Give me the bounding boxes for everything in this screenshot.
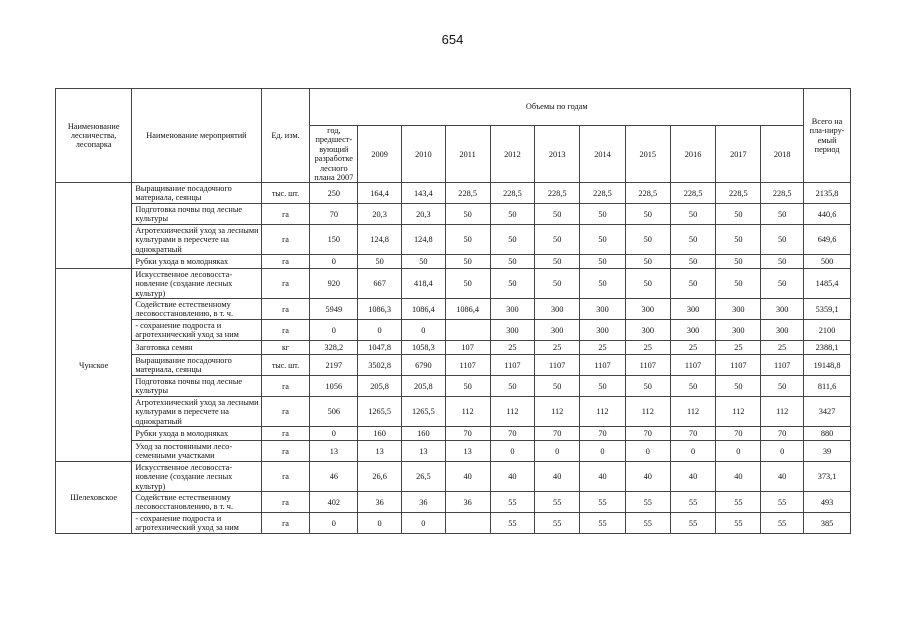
- year-value-cell: 40: [535, 462, 580, 492]
- total-cell: 5359,1: [804, 299, 851, 320]
- forestry-name: Шелеховское: [56, 462, 132, 534]
- prev-year-cell: 0: [310, 255, 358, 269]
- year-value-cell: 50: [535, 376, 580, 397]
- year-value-cell: 1107: [535, 355, 580, 376]
- year-value-cell: 300: [490, 320, 535, 341]
- prev-year-cell: 5949: [310, 299, 358, 320]
- total-cell: 3427: [804, 397, 851, 427]
- year-value-cell: 55: [625, 513, 670, 534]
- year-value-cell: 50: [580, 255, 626, 269]
- year-value-cell: 50: [580, 204, 626, 225]
- total-cell: 19148,8: [804, 355, 851, 376]
- unit-cell: тыс. шт.: [261, 183, 310, 204]
- prev-year-cell: 1056: [310, 376, 358, 397]
- year-value-cell: 55: [670, 492, 716, 513]
- year-value-cell: 1047,8: [358, 341, 402, 355]
- year-value-cell: 112: [625, 397, 670, 427]
- total-cell: 385: [804, 513, 851, 534]
- year-value-cell: 300: [761, 320, 804, 341]
- activity-cell: Рубки ухода в молодняках: [132, 427, 261, 441]
- header-year: 2011: [445, 126, 490, 183]
- year-value-cell: 0: [402, 320, 446, 341]
- year-value-cell: 20,3: [402, 204, 446, 225]
- year-value-cell: 70: [445, 427, 490, 441]
- unit-cell: га: [261, 376, 310, 397]
- year-value-cell: 55: [670, 513, 716, 534]
- year-value-cell: 1086,4: [445, 299, 490, 320]
- year-value-cell: 1107: [490, 355, 535, 376]
- year-value-cell: 55: [716, 513, 761, 534]
- header-year: 2009: [358, 126, 402, 183]
- total-cell: 2388,1: [804, 341, 851, 355]
- prev-year-cell: 0: [310, 427, 358, 441]
- prev-year-cell: 250: [310, 183, 358, 204]
- year-value-cell: 40: [625, 462, 670, 492]
- year-value-cell: 36: [445, 492, 490, 513]
- year-value-cell: 124,8: [402, 225, 446, 255]
- unit-cell: га: [261, 397, 310, 427]
- year-value-cell: 50: [490, 255, 535, 269]
- header-year: 2017: [716, 126, 761, 183]
- year-value-cell: 300: [761, 299, 804, 320]
- year-value-cell: 112: [535, 397, 580, 427]
- forestry-name: Чунское: [56, 269, 132, 462]
- year-value-cell: 25: [716, 341, 761, 355]
- total-cell: 649,6: [804, 225, 851, 255]
- year-value-cell: 55: [580, 492, 626, 513]
- unit-cell: тыс. шт.: [261, 355, 310, 376]
- year-value-cell: 1086,3: [358, 299, 402, 320]
- total-cell: 440,6: [804, 204, 851, 225]
- total-cell: 880: [804, 427, 851, 441]
- year-value-cell: 25: [670, 341, 716, 355]
- unit-cell: га: [261, 225, 310, 255]
- year-value-cell: 228,5: [535, 183, 580, 204]
- year-value-cell: 300: [670, 299, 716, 320]
- header-year: 2015: [625, 126, 670, 183]
- year-value-cell: 205,8: [358, 376, 402, 397]
- year-value-cell: 25: [490, 341, 535, 355]
- unit-cell: га: [261, 513, 310, 534]
- year-value-cell: 50: [625, 204, 670, 225]
- prev-year-cell: 920: [310, 269, 358, 299]
- year-value-cell: 40: [670, 462, 716, 492]
- year-value-cell: 50: [445, 376, 490, 397]
- activity-cell: Выращивание посадочного материала, сеянцы: [132, 183, 261, 204]
- year-value-cell: 1265,5: [358, 397, 402, 427]
- year-value-cell: 1107: [670, 355, 716, 376]
- year-value-cell: 112: [716, 397, 761, 427]
- year-value-cell: 300: [535, 299, 580, 320]
- year-value-cell: 50: [716, 225, 761, 255]
- year-value-cell: 300: [580, 320, 626, 341]
- unit-cell: кг: [261, 341, 310, 355]
- year-value-cell: 50: [716, 269, 761, 299]
- header-row-1: [56, 89, 851, 126]
- year-value-cell: 0: [402, 513, 446, 534]
- year-value-cell: 50: [761, 255, 804, 269]
- year-value-cell: 6790: [402, 355, 446, 376]
- prev-year-cell: 506: [310, 397, 358, 427]
- year-value-cell: 70: [716, 427, 761, 441]
- table-row: [56, 427, 851, 441]
- activity-cell: Выращивание посадочного материала, сеянцы: [132, 355, 261, 376]
- year-value-cell: 50: [445, 269, 490, 299]
- year-value-cell: 50: [625, 376, 670, 397]
- year-value-cell: 70: [625, 427, 670, 441]
- year-value-cell: 13: [358, 441, 402, 462]
- activity-cell: Рубки ухода в молодняках: [132, 255, 261, 269]
- year-value-cell: 50: [761, 204, 804, 225]
- year-value-cell: 228,5: [625, 183, 670, 204]
- prev-year-cell: 328,2: [310, 341, 358, 355]
- year-value-cell: 112: [445, 397, 490, 427]
- year-value-cell: 70: [535, 427, 580, 441]
- year-value-cell: 13: [445, 441, 490, 462]
- year-value-cell: 50: [445, 204, 490, 225]
- year-value-cell: 667: [358, 269, 402, 299]
- year-value-cell: 50: [625, 225, 670, 255]
- year-value-cell: 3502,8: [358, 355, 402, 376]
- forest-plan-table: [55, 88, 851, 534]
- page-number: 654: [441, 32, 464, 47]
- year-value-cell: 50: [535, 225, 580, 255]
- header-unit: Ед. изм.: [261, 89, 310, 183]
- header-volumes: Объемы по годам: [310, 89, 804, 126]
- unit-cell: га: [261, 255, 310, 269]
- year-value-cell: 160: [358, 427, 402, 441]
- year-value-cell: 50: [445, 225, 490, 255]
- table-row: [56, 341, 851, 355]
- year-value-cell: 40: [445, 462, 490, 492]
- year-value-cell: 300: [716, 299, 761, 320]
- year-value-cell: 50: [535, 255, 580, 269]
- header-forestry: Наименование лесничества, лесопарка: [56, 89, 132, 183]
- activity-cell: Содействие естественному лесовосстановлению, в т. ч.: [132, 492, 261, 513]
- year-value-cell: 300: [625, 320, 670, 341]
- unit-cell: га: [261, 269, 310, 299]
- year-value-cell: 70: [670, 427, 716, 441]
- table-row: [56, 255, 851, 269]
- activity-cell: Подготовка почвы под лесные культуры: [132, 204, 261, 225]
- table-row: [56, 397, 851, 427]
- year-value-cell: 25: [580, 341, 626, 355]
- table-row: [56, 183, 851, 204]
- forestry-name: [56, 183, 132, 269]
- activity-cell: Заготовка семян: [132, 341, 261, 355]
- table-row: [56, 513, 851, 534]
- year-value-cell: 50: [535, 204, 580, 225]
- year-value-cell: 112: [670, 397, 716, 427]
- year-value-cell: 50: [490, 225, 535, 255]
- year-value-cell: 300: [490, 299, 535, 320]
- year-value-cell: 50: [670, 255, 716, 269]
- total-cell: 2135,8: [804, 183, 851, 204]
- year-value-cell: 1107: [761, 355, 804, 376]
- activity-cell: Содействие естественному лесовосстановлению, в т. ч.: [132, 299, 261, 320]
- year-value-cell: 0: [580, 441, 626, 462]
- year-value-cell: [445, 320, 490, 341]
- year-value-cell: 50: [580, 225, 626, 255]
- year-value-cell: 50: [625, 269, 670, 299]
- year-value-cell: 26,5: [402, 462, 446, 492]
- year-value-cell: 1086,4: [402, 299, 446, 320]
- year-value-cell: 228,5: [716, 183, 761, 204]
- year-value-cell: 50: [490, 204, 535, 225]
- year-value-cell: 50: [490, 376, 535, 397]
- year-value-cell: 55: [535, 513, 580, 534]
- year-value-cell: 300: [580, 299, 626, 320]
- activity-cell: Подготовка почвы под лесные культуры: [132, 376, 261, 397]
- year-value-cell: 50: [580, 269, 626, 299]
- year-value-cell: 0: [490, 441, 535, 462]
- year-value-cell: 50: [716, 255, 761, 269]
- year-value-cell: 50: [716, 376, 761, 397]
- year-value-cell: 40: [716, 462, 761, 492]
- year-value-cell: 228,5: [670, 183, 716, 204]
- activity-cell: Агротехнический уход за лесными культурами в пересчете на однократный: [132, 225, 261, 255]
- year-value-cell: 50: [445, 255, 490, 269]
- activity-cell: Уход за постоянными лесо-семенными участками: [132, 441, 261, 462]
- year-value-cell: 0: [625, 441, 670, 462]
- year-value-cell: 124,8: [358, 225, 402, 255]
- table-row: [56, 376, 851, 397]
- prev-year-cell: 150: [310, 225, 358, 255]
- year-value-cell: 50: [490, 269, 535, 299]
- unit-cell: га: [261, 462, 310, 492]
- table-body: [56, 183, 851, 534]
- year-value-cell: 300: [670, 320, 716, 341]
- year-value-cell: 50: [625, 255, 670, 269]
- year-value-cell: 55: [761, 492, 804, 513]
- year-value-cell: 40: [490, 462, 535, 492]
- year-value-cell: 26,6: [358, 462, 402, 492]
- year-value-cell: 107: [445, 341, 490, 355]
- year-value-cell: [445, 513, 490, 534]
- year-value-cell: 1107: [625, 355, 670, 376]
- table-row: [56, 225, 851, 255]
- header-activity: Наименование мероприятий: [132, 89, 261, 183]
- year-value-cell: 40: [761, 462, 804, 492]
- header-prev-year: год, предшест-вующий разработке лесного плана 2007: [310, 126, 358, 183]
- year-value-cell: 25: [625, 341, 670, 355]
- header-year: 2016: [670, 126, 716, 183]
- year-value-cell: 50: [670, 376, 716, 397]
- year-value-cell: 55: [490, 492, 535, 513]
- year-value-cell: 70: [580, 427, 626, 441]
- year-value-cell: 50: [670, 225, 716, 255]
- unit-cell: га: [261, 441, 310, 462]
- year-value-cell: 50: [580, 376, 626, 397]
- year-value-cell: 55: [625, 492, 670, 513]
- year-value-cell: 50: [761, 225, 804, 255]
- year-value-cell: 0: [358, 320, 402, 341]
- prev-year-cell: 2197: [310, 355, 358, 376]
- year-value-cell: 300: [535, 320, 580, 341]
- total-cell: 493: [804, 492, 851, 513]
- year-value-cell: 50: [670, 204, 716, 225]
- year-value-cell: 228,5: [580, 183, 626, 204]
- unit-cell: га: [261, 492, 310, 513]
- table-row: [56, 492, 851, 513]
- year-value-cell: 1107: [580, 355, 626, 376]
- year-value-cell: 1107: [445, 355, 490, 376]
- total-cell: 500: [804, 255, 851, 269]
- year-value-cell: 25: [761, 341, 804, 355]
- total-cell: 1485,4: [804, 269, 851, 299]
- year-value-cell: 40: [580, 462, 626, 492]
- unit-cell: га: [261, 204, 310, 225]
- table-row: [56, 204, 851, 225]
- year-value-cell: 55: [761, 513, 804, 534]
- year-value-cell: 143,4: [402, 183, 446, 204]
- year-value-cell: 418,4: [402, 269, 446, 299]
- total-cell: 2100: [804, 320, 851, 341]
- year-value-cell: 55: [490, 513, 535, 534]
- activity-cell: Искусственное лесовосста-новление (создание лесных культур): [132, 269, 261, 299]
- year-value-cell: 0: [358, 513, 402, 534]
- year-value-cell: 13: [402, 441, 446, 462]
- year-value-cell: 112: [580, 397, 626, 427]
- unit-cell: га: [261, 320, 310, 341]
- header-year: 2014: [580, 126, 626, 183]
- year-value-cell: 55: [716, 492, 761, 513]
- unit-cell: га: [261, 299, 310, 320]
- activity-cell: Агротехнический уход за лесными культурами в пересчете на однократный: [132, 397, 261, 427]
- year-value-cell: 160: [402, 427, 446, 441]
- year-value-cell: 20,3: [358, 204, 402, 225]
- activity-cell: - сохранение подроста и агротехнический уход за ним: [132, 513, 261, 534]
- year-value-cell: 50: [761, 269, 804, 299]
- year-value-cell: 0: [761, 441, 804, 462]
- year-value-cell: 228,5: [490, 183, 535, 204]
- prev-year-cell: 0: [310, 513, 358, 534]
- year-value-cell: 1058,3: [402, 341, 446, 355]
- year-value-cell: 70: [490, 427, 535, 441]
- table-row: [56, 299, 851, 320]
- year-value-cell: 50: [716, 204, 761, 225]
- header-year: 2013: [535, 126, 580, 183]
- year-value-cell: 205,8: [402, 376, 446, 397]
- header-total: Всего на пла-ниру-емый период: [804, 89, 851, 183]
- year-value-cell: 228,5: [445, 183, 490, 204]
- year-value-cell: 112: [761, 397, 804, 427]
- header-year: 2010: [402, 126, 446, 183]
- year-value-cell: 300: [625, 299, 670, 320]
- unit-cell: га: [261, 427, 310, 441]
- year-value-cell: 36: [358, 492, 402, 513]
- year-value-cell: 0: [716, 441, 761, 462]
- prev-year-cell: 0: [310, 320, 358, 341]
- table-row: [56, 269, 851, 299]
- year-value-cell: 50: [535, 269, 580, 299]
- prev-year-cell: 46: [310, 462, 358, 492]
- year-value-cell: 36: [402, 492, 446, 513]
- year-value-cell: 0: [670, 441, 716, 462]
- table-row: [56, 462, 851, 492]
- header-year: 2012: [490, 126, 535, 183]
- table-row: [56, 320, 851, 341]
- table-row: [56, 441, 851, 462]
- year-value-cell: 25: [535, 341, 580, 355]
- table-row: [56, 355, 851, 376]
- year-value-cell: 164,4: [358, 183, 402, 204]
- activity-cell: Искусственное лесовосста-новление (создание лесных культур): [132, 462, 261, 492]
- year-value-cell: 50: [761, 376, 804, 397]
- year-value-cell: 1107: [716, 355, 761, 376]
- year-value-cell: 70: [761, 427, 804, 441]
- year-value-cell: 300: [716, 320, 761, 341]
- year-value-cell: 228,5: [761, 183, 804, 204]
- prev-year-cell: 13: [310, 441, 358, 462]
- total-cell: 39: [804, 441, 851, 462]
- year-value-cell: 55: [580, 513, 626, 534]
- total-cell: 811,6: [804, 376, 851, 397]
- year-value-cell: 55: [535, 492, 580, 513]
- header-year: 2018: [761, 126, 804, 183]
- year-value-cell: 0: [535, 441, 580, 462]
- total-cell: 373,1: [804, 462, 851, 492]
- year-value-cell: 50: [358, 255, 402, 269]
- year-value-cell: 112: [490, 397, 535, 427]
- year-value-cell: 1265,5: [402, 397, 446, 427]
- year-value-cell: 50: [670, 269, 716, 299]
- year-value-cell: 50: [402, 255, 446, 269]
- prev-year-cell: 70: [310, 204, 358, 225]
- prev-year-cell: 402: [310, 492, 358, 513]
- activity-cell: - сохранение подроста и агротехнический уход за ним: [132, 320, 261, 341]
